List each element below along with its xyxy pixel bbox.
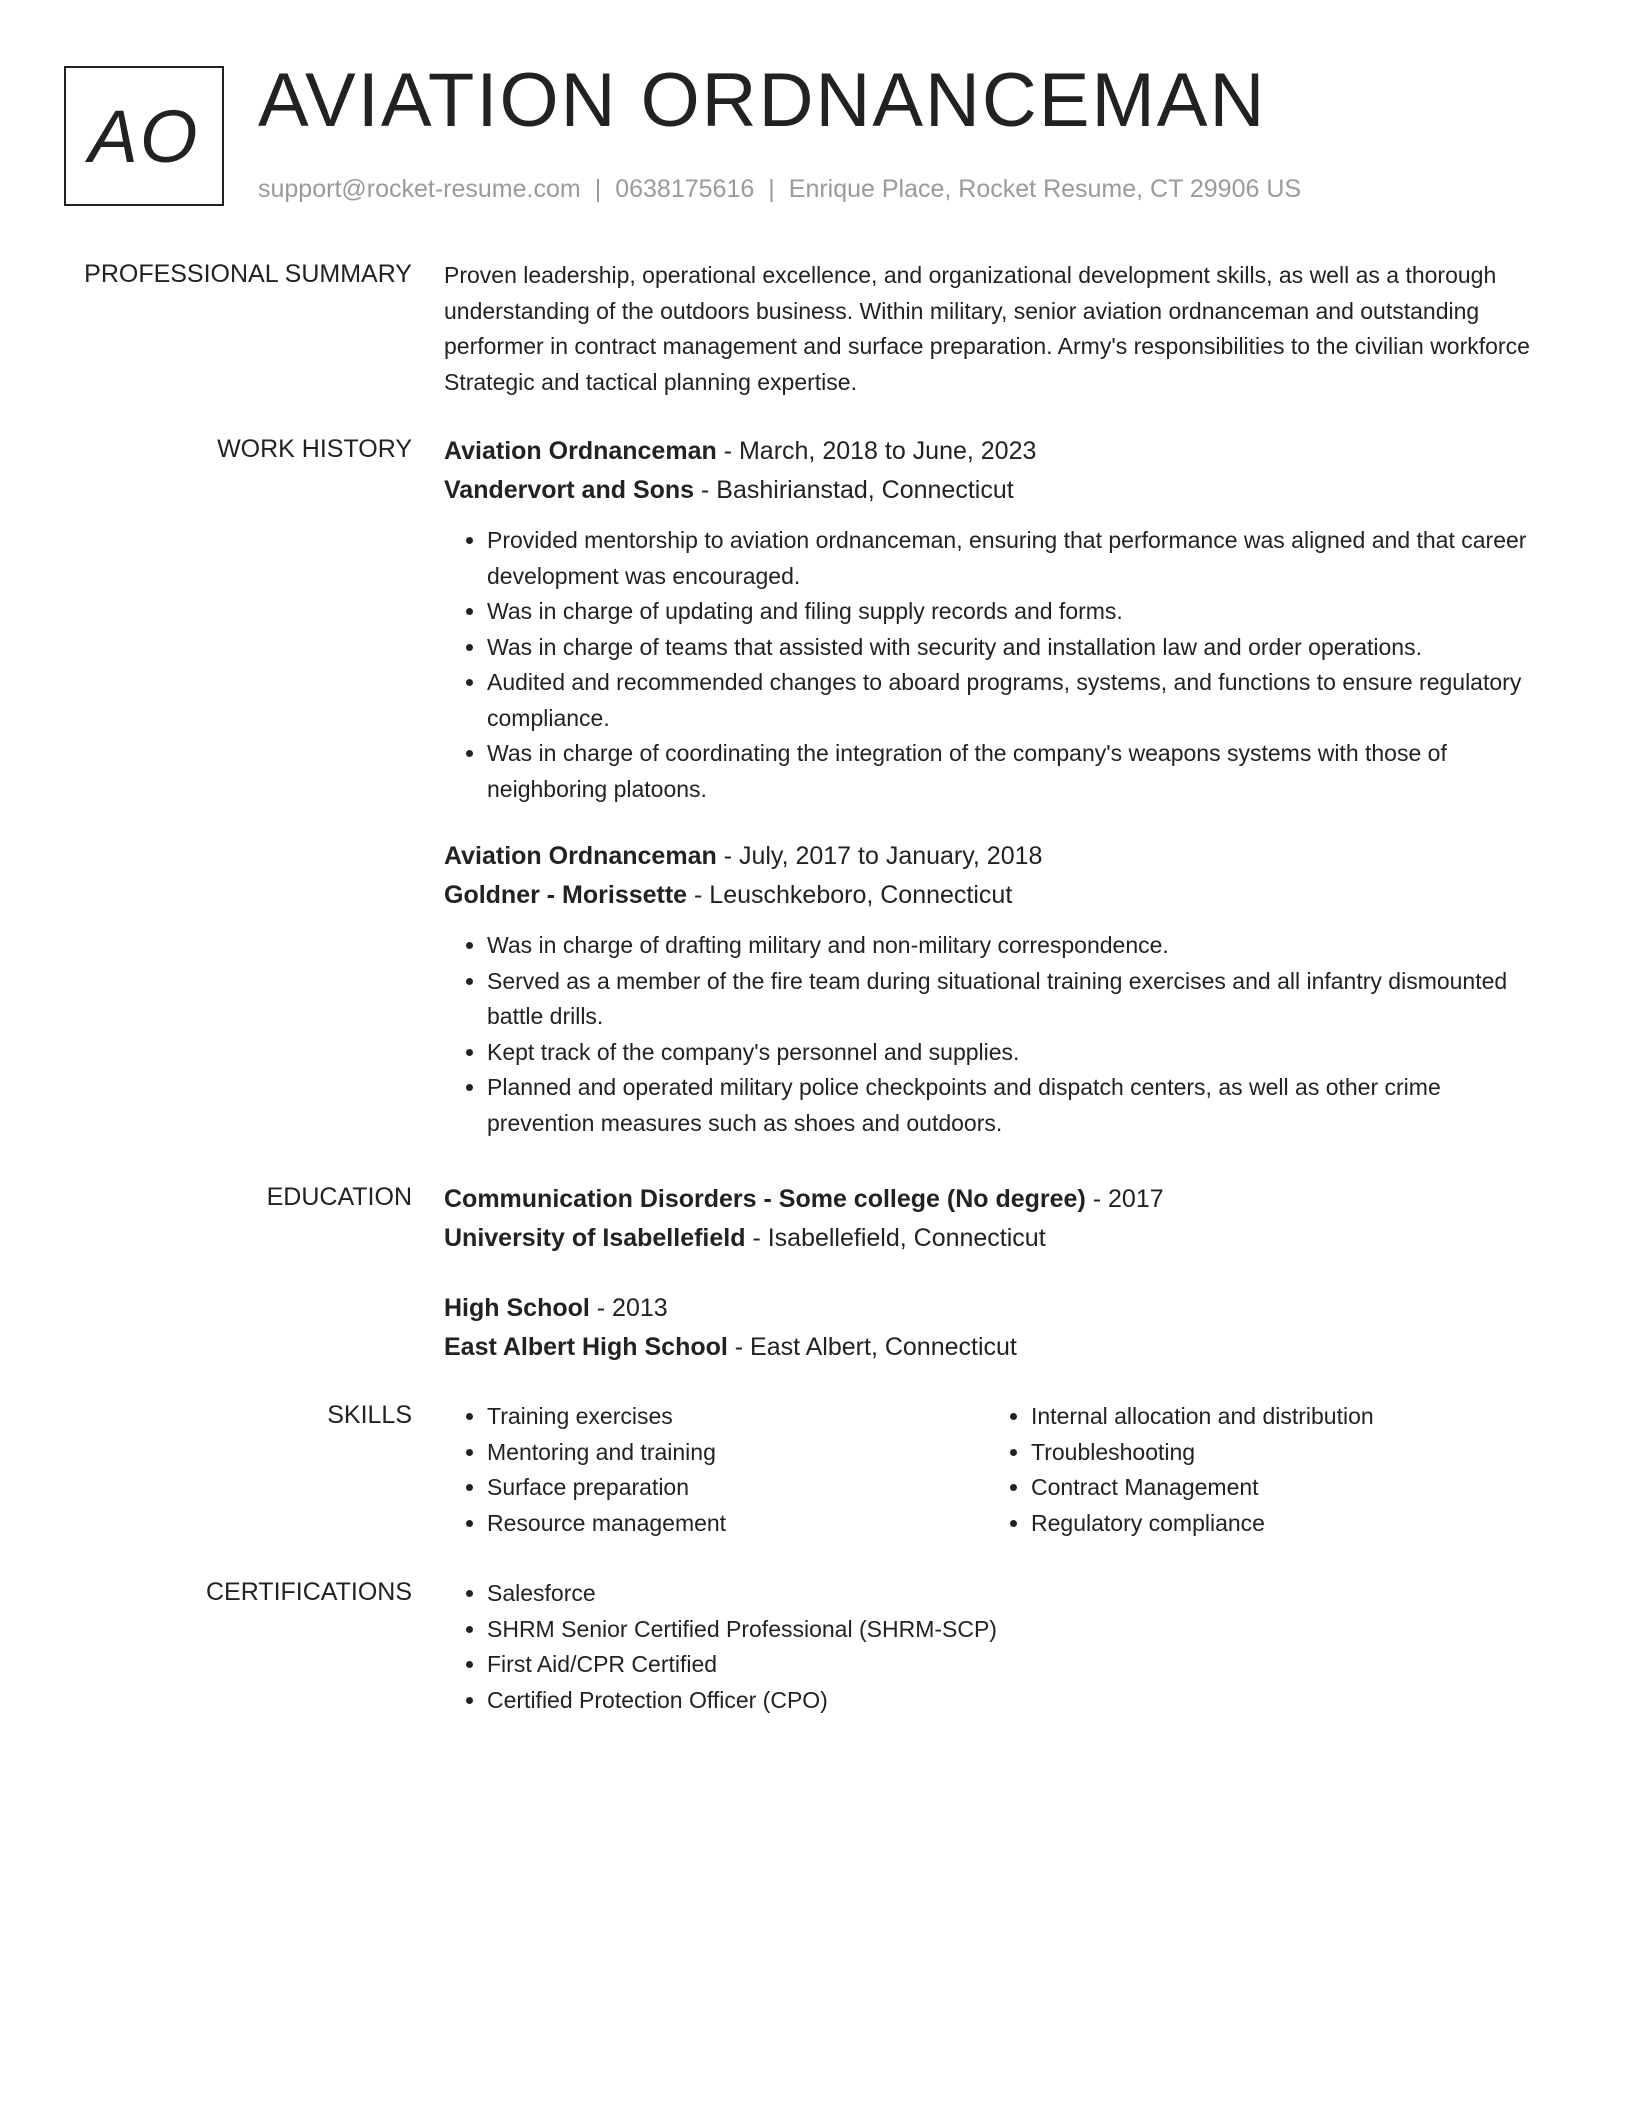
section-label-certifications: CERTIFICATIONS xyxy=(205,1578,412,1606)
education-location: - East Albert, Connecticut xyxy=(727,1333,1017,1361)
job-company-line xyxy=(444,876,1532,915)
education-year: - 2013 xyxy=(589,1294,668,1322)
education-school-line xyxy=(444,1328,1532,1367)
job-bullet: • Planned and operated military police checkpoints and dispatch centers, as well as other crime prevention measures such as shoes and outdoors. xyxy=(487,1070,1532,1141)
job-company: Vandervort and Sons xyxy=(444,476,695,504)
certifications-list xyxy=(444,1576,1532,1718)
job-bullet: • Provided mentorship to aviation ordnanceman, ensuring that performance was aligned and that career development was encouraged. xyxy=(487,523,1532,594)
job-bullet: • Was in charge of updating and filing supply records and forms. xyxy=(487,594,1532,630)
skills-grid xyxy=(444,1399,1532,1541)
education-school: University of Isabellefield xyxy=(444,1224,746,1252)
education-entry xyxy=(444,1180,1532,1258)
summary-text: Proven leadership, operational excellence, and organizational development skills, as well as a thorough understanding of the outdoors business. Within military, senior aviation ordnanceman and outstanding performer in contract management and surface preparation. Army's responsibilities to the civilian workforce Strategic and tactical planning expertise. xyxy=(444,262,1530,395)
education-location: - Isabellefield, Connecticut xyxy=(745,1224,1046,1252)
skills-column-1 xyxy=(444,1399,988,1541)
job-bullet: • Kept track of the company's personnel and supplies. xyxy=(487,1035,1532,1071)
certification-item: • First Aid/CPR Certified xyxy=(487,1647,1532,1683)
skill-item: • Regulatory compliance xyxy=(1031,1506,1532,1542)
education-degree-line xyxy=(444,1180,1532,1219)
job-entry xyxy=(444,837,1532,1141)
job-location: - Leuschkeboro, Connecticut xyxy=(687,881,1013,909)
skill-item: • Resource management xyxy=(487,1506,988,1542)
job-entry xyxy=(444,432,1532,807)
job-bullet: • Was in charge of drafting military and non-military correspondence. xyxy=(487,928,1532,964)
job-company-line xyxy=(444,471,1532,510)
section-label-skills: SKILLS xyxy=(327,1401,412,1429)
job-title: Aviation Ordnanceman xyxy=(444,437,717,465)
skill-item: • Training exercises xyxy=(487,1399,988,1435)
job-dates: - March, 2018 to June, 2023 xyxy=(716,437,1037,465)
skills-list xyxy=(444,1399,988,1541)
section-label-work-history: WORK HISTORY xyxy=(217,435,412,463)
job-location: - Bashirianstad, Connecticut xyxy=(694,476,1014,504)
job-bullet: • Audited and recommended changes to aboard programs, systems, and functions to ensure regulatory compliance. xyxy=(487,665,1532,736)
skill-item: • Mentoring and training xyxy=(487,1435,988,1471)
job-title-line xyxy=(444,432,1532,471)
contact-line xyxy=(258,172,1301,206)
contact-separator: | xyxy=(594,175,602,203)
monogram-initials: AO xyxy=(88,94,200,178)
monogram-box xyxy=(64,66,224,206)
contact-separator: | xyxy=(768,175,775,203)
job-bullets xyxy=(444,928,1532,1141)
education-school: East Albert High School xyxy=(444,1333,728,1361)
education-year: - 2017 xyxy=(1085,1185,1164,1213)
job-title-line xyxy=(444,837,1532,876)
candidate-name: AVIATION ORDNANCEMAN xyxy=(258,58,1267,143)
job-bullet: • Was in charge of teams that assisted with security and installation law and order operations. xyxy=(487,630,1532,666)
contact-address: Enrique Place, Rocket Resume, CT 29906 US xyxy=(788,175,1302,203)
certification-item: • SHRM Senior Certified Professional (SHRM-SCP) xyxy=(487,1612,1532,1648)
job-title: Aviation Ordnanceman xyxy=(444,842,717,870)
skills-list xyxy=(988,1399,1532,1541)
contact-phone[interactable]: 0638175616 xyxy=(615,175,755,203)
education-school-line xyxy=(444,1219,1532,1258)
skills-column-2 xyxy=(988,1399,1532,1541)
job-bullet: • Served as a member of the fire team during situational training exercises and all infantry dismounted battle drills. xyxy=(487,964,1532,1035)
job-dates: - July, 2017 to January, 2018 xyxy=(716,842,1043,870)
skill-item: • Contract Management xyxy=(1031,1470,1532,1506)
job-bullets xyxy=(444,523,1532,807)
education-entry xyxy=(444,1289,1532,1367)
education-degree-line xyxy=(444,1289,1532,1328)
section-label-summary: PROFESSIONAL SUMMARY xyxy=(84,260,412,288)
skill-item: • Internal allocation and distribution xyxy=(1031,1399,1532,1435)
job-bullet: • Was in charge of coordinating the integration of the company's weapons systems with those of neighboring platoons. xyxy=(487,736,1532,807)
education-degree: High School xyxy=(444,1294,590,1322)
certification-item: • Certified Protection Officer (CPO) xyxy=(487,1683,1532,1719)
education-degree: Communication Disorders - Some college (No degree) xyxy=(444,1185,1086,1213)
skill-item: • Surface preparation xyxy=(487,1470,988,1506)
section-label-education: EDUCATION xyxy=(266,1183,412,1211)
contact-email[interactable]: support@rocket-resume.com xyxy=(258,175,581,203)
job-company: Goldner - Morissette xyxy=(444,881,688,909)
certification-item: • Salesforce xyxy=(487,1576,1532,1612)
skill-item: • Troubleshooting xyxy=(1031,1435,1532,1471)
